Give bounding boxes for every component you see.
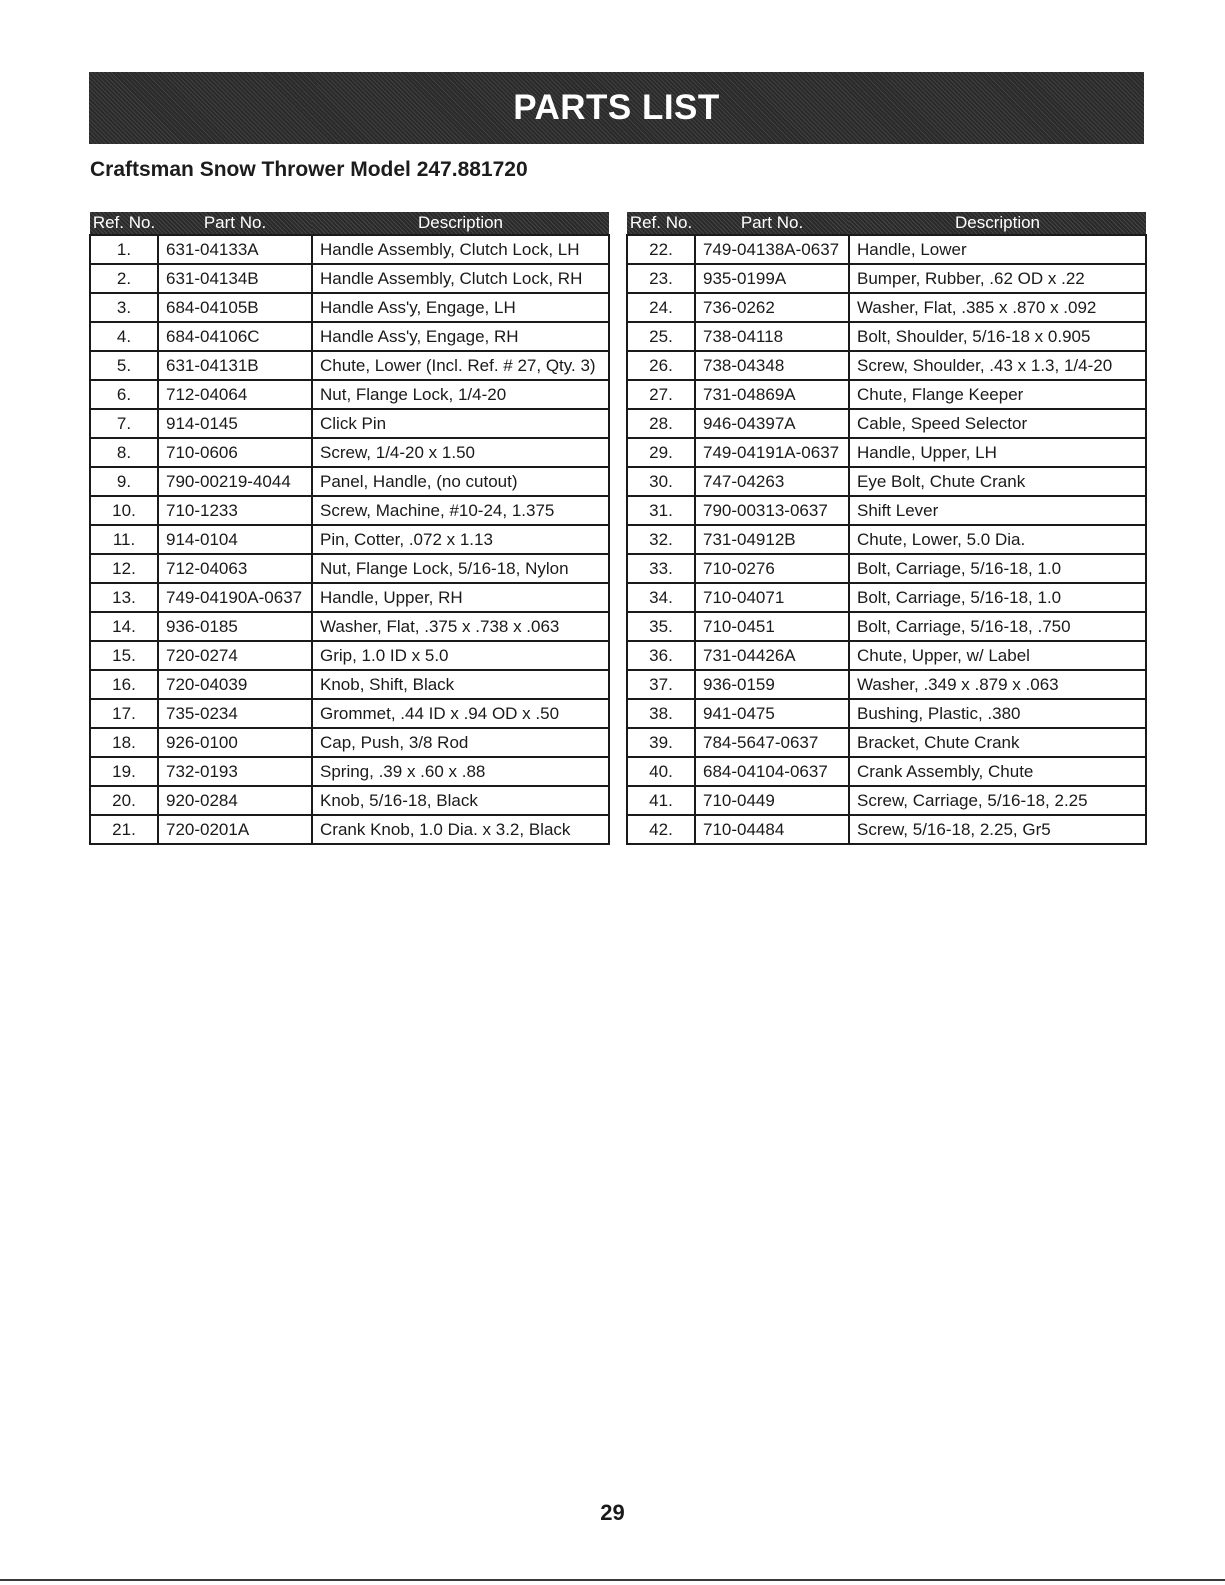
part-no-cell: 631-04134B xyxy=(158,264,312,293)
ref-no-cell: 2. xyxy=(90,264,158,293)
part-no-cell: 935-0199A xyxy=(695,264,849,293)
part-no-cell: 712-04064 xyxy=(158,380,312,409)
ref-no-cell: 23. xyxy=(627,264,695,293)
part-no-cell: 684-04104-0637 xyxy=(695,757,849,786)
part-no-cell: 710-1233 xyxy=(158,496,312,525)
title-banner xyxy=(89,72,1144,144)
part-no-cell: 731-04426A xyxy=(695,641,849,670)
part-no-cell: 736-0262 xyxy=(695,293,849,322)
description-cell: Cable, Speed Selector xyxy=(849,409,1146,438)
part-no-cell: 710-04071 xyxy=(695,583,849,612)
ref-no-cell: 22. xyxy=(627,235,695,264)
table-row xyxy=(627,496,1146,525)
table-row xyxy=(90,467,609,496)
table-row xyxy=(90,235,609,264)
description-cell: Handle, Upper, LH xyxy=(849,438,1146,467)
description-cell: Crank Assembly, Chute xyxy=(849,757,1146,786)
table-row xyxy=(90,496,609,525)
description-cell: Bolt, Carriage, 5/16-18, .750 xyxy=(849,612,1146,641)
description-cell: Crank Knob, 1.0 Dia. x 3.2, Black xyxy=(312,815,609,844)
description-cell: Screw, Machine, #10-24, 1.375 xyxy=(312,496,609,525)
ref-no-cell: 18. xyxy=(90,728,158,757)
ref-no-cell: 3. xyxy=(90,293,158,322)
table-row xyxy=(627,409,1146,438)
ref-no-cell: 33. xyxy=(627,554,695,583)
description-cell: Knob, Shift, Black xyxy=(312,670,609,699)
table-row xyxy=(90,293,609,322)
table-row xyxy=(627,699,1146,728)
table-row xyxy=(90,699,609,728)
part-no-cell: 749-04190A-0637 xyxy=(158,583,312,612)
description-cell: Nut, Flange Lock, 5/16-18, Nylon xyxy=(312,554,609,583)
ref-no-cell: 40. xyxy=(627,757,695,786)
description-cell: Bushing, Plastic, .380 xyxy=(849,699,1146,728)
page-number: 29 xyxy=(600,1500,625,1525)
table-row xyxy=(90,380,609,409)
description-cell: Cap, Push, 3/8 Rod xyxy=(312,728,609,757)
part-no-cell: 710-0451 xyxy=(695,612,849,641)
description-cell: Nut, Flange Lock, 1/4-20 xyxy=(312,380,609,409)
ref-no-cell: 13. xyxy=(90,583,158,612)
table-row xyxy=(627,583,1146,612)
ref-no-cell: 30. xyxy=(627,467,695,496)
table-row xyxy=(90,670,609,699)
description-cell: Handle, Upper, RH xyxy=(312,583,609,612)
part-no-cell: 914-0145 xyxy=(158,409,312,438)
description-cell: Handle Ass'y, Engage, LH xyxy=(312,293,609,322)
part-no-header: Part No. xyxy=(695,212,849,235)
table-row xyxy=(90,409,609,438)
part-no-cell: 684-04106C xyxy=(158,322,312,351)
ref-no-cell: 20. xyxy=(90,786,158,815)
part-no-cell: 735-0234 xyxy=(158,699,312,728)
description-cell: Chute, Upper, w/ Label xyxy=(849,641,1146,670)
ref-no-cell: 19. xyxy=(90,757,158,786)
part-no-cell: 749-04191A-0637 xyxy=(695,438,849,467)
part-no-cell: 732-0193 xyxy=(158,757,312,786)
ref-no-cell: 42. xyxy=(627,815,695,844)
page-title: PARTS LIST xyxy=(513,88,720,127)
table-row xyxy=(90,525,609,554)
description-cell: Spring, .39 x .60 x .88 xyxy=(312,757,609,786)
description-cell: Handle Assembly, Clutch Lock, LH xyxy=(312,235,609,264)
ref-no-cell: 14. xyxy=(90,612,158,641)
part-no-cell: 731-04912B xyxy=(695,525,849,554)
description-cell: Washer, Flat, .375 x .738 x .063 xyxy=(312,612,609,641)
ref-no-cell: 28. xyxy=(627,409,695,438)
table-row xyxy=(90,786,609,815)
ref-no-cell: 38. xyxy=(627,699,695,728)
description-cell: Screw, Shoulder, .43 x 1.3, 1/4-20 xyxy=(849,351,1146,380)
table-row xyxy=(627,293,1146,322)
ref-no-cell: 21. xyxy=(90,815,158,844)
part-no-cell: 712-04063 xyxy=(158,554,312,583)
part-no-cell: 790-00219-4044 xyxy=(158,467,312,496)
description-cell: Screw, Carriage, 5/16-18, 2.25 xyxy=(849,786,1146,815)
part-no-cell: 790-00313-0637 xyxy=(695,496,849,525)
ref-no-header: Ref. No. xyxy=(627,212,695,235)
table-row xyxy=(627,670,1146,699)
table-row xyxy=(627,786,1146,815)
description-cell: Panel, Handle, (no cutout) xyxy=(312,467,609,496)
description-cell: Handle Ass'y, Engage, RH xyxy=(312,322,609,351)
ref-no-cell: 6. xyxy=(90,380,158,409)
part-no-cell: 946-04397A xyxy=(695,409,849,438)
ref-no-cell: 5. xyxy=(90,351,158,380)
table-row xyxy=(627,351,1146,380)
part-no-cell: 720-0201A xyxy=(158,815,312,844)
part-no-cell: 720-04039 xyxy=(158,670,312,699)
ref-no-cell: 16. xyxy=(90,670,158,699)
description-cell: Bolt, Carriage, 5/16-18, 1.0 xyxy=(849,554,1146,583)
description-cell: Chute, Flange Keeper xyxy=(849,380,1146,409)
description-cell: Grip, 1.0 ID x 5.0 xyxy=(312,641,609,670)
parts-table-right-body xyxy=(627,235,1146,844)
ref-no-cell: 25. xyxy=(627,322,695,351)
table-row xyxy=(90,351,609,380)
table-row xyxy=(90,641,609,670)
ref-no-cell: 10. xyxy=(90,496,158,525)
ref-no-cell: 37. xyxy=(627,670,695,699)
part-no-cell: 914-0104 xyxy=(158,525,312,554)
part-no-cell: 749-04138A-0637 xyxy=(695,235,849,264)
description-cell: Handle, Lower xyxy=(849,235,1146,264)
table-row xyxy=(90,728,609,757)
ref-no-cell: 8. xyxy=(90,438,158,467)
table-row xyxy=(627,264,1146,293)
table-header-row xyxy=(90,212,609,235)
description-cell: Eye Bolt, Chute Crank xyxy=(849,467,1146,496)
part-no-cell: 731-04869A xyxy=(695,380,849,409)
description-cell: Washer, Flat, .385 x .870 x .092 xyxy=(849,293,1146,322)
description-cell: Chute, Lower (Incl. Ref. # 27, Qty. 3) xyxy=(312,351,609,380)
footer-divider xyxy=(0,1579,1225,1581)
ref-no-cell: 4. xyxy=(90,322,158,351)
table-row xyxy=(627,467,1146,496)
ref-no-cell: 29. xyxy=(627,438,695,467)
table-row xyxy=(627,525,1146,554)
ref-no-cell: 1. xyxy=(90,235,158,264)
table-row xyxy=(627,815,1146,844)
description-cell: Bumper, Rubber, .62 OD x .22 xyxy=(849,264,1146,293)
ref-no-cell: 27. xyxy=(627,380,695,409)
table-row xyxy=(627,728,1146,757)
ref-no-cell: 41. xyxy=(627,786,695,815)
description-cell: Bolt, Carriage, 5/16-18, 1.0 xyxy=(849,583,1146,612)
table-row xyxy=(90,438,609,467)
ref-no-cell: 32. xyxy=(627,525,695,554)
table-row xyxy=(627,438,1146,467)
table-row xyxy=(90,815,609,844)
table-row xyxy=(627,235,1146,264)
part-no-cell: 710-0606 xyxy=(158,438,312,467)
table-row xyxy=(90,322,609,351)
table-row xyxy=(90,757,609,786)
part-no-cell: 684-04105B xyxy=(158,293,312,322)
description-cell: Click Pin xyxy=(312,409,609,438)
ref-no-header: Ref. No. xyxy=(90,212,158,235)
table-row xyxy=(627,380,1146,409)
part-no-cell: 936-0185 xyxy=(158,612,312,641)
part-no-cell: 710-0449 xyxy=(695,786,849,815)
part-no-cell: 784-5647-0637 xyxy=(695,728,849,757)
ref-no-cell: 36. xyxy=(627,641,695,670)
ref-no-cell: 7. xyxy=(90,409,158,438)
ref-no-cell: 34. xyxy=(627,583,695,612)
part-no-cell: 738-04118 xyxy=(695,322,849,351)
table-row xyxy=(90,554,609,583)
ref-no-cell: 17. xyxy=(90,699,158,728)
ref-no-cell: 24. xyxy=(627,293,695,322)
description-header: Description xyxy=(849,212,1146,235)
model-subtitle: Craftsman Snow Thrower Model 247.881720 xyxy=(90,158,528,181)
part-no-cell: 710-04484 xyxy=(695,815,849,844)
ref-no-cell: 39. xyxy=(627,728,695,757)
part-no-cell: 710-0276 xyxy=(695,554,849,583)
part-no-cell: 720-0274 xyxy=(158,641,312,670)
table-row xyxy=(627,757,1146,786)
description-cell: Washer, .349 x .879 x .063 xyxy=(849,670,1146,699)
table-row xyxy=(90,264,609,293)
part-no-cell: 941-0475 xyxy=(695,699,849,728)
description-cell: Shift Lever xyxy=(849,496,1146,525)
ref-no-cell: 35. xyxy=(627,612,695,641)
part-no-cell: 631-04131B xyxy=(158,351,312,380)
part-no-cell: 631-04133A xyxy=(158,235,312,264)
description-cell: Bracket, Chute Crank xyxy=(849,728,1146,757)
description-cell: Pin, Cotter, .072 x 1.13 xyxy=(312,525,609,554)
description-cell: Knob, 5/16-18, Black xyxy=(312,786,609,815)
part-no-cell: 738-04348 xyxy=(695,351,849,380)
ref-no-cell: 26. xyxy=(627,351,695,380)
ref-no-cell: 31. xyxy=(627,496,695,525)
parts-table-left xyxy=(89,212,610,845)
ref-no-cell: 15. xyxy=(90,641,158,670)
description-header: Description xyxy=(312,212,609,235)
part-no-header: Part No. xyxy=(158,212,312,235)
table-row xyxy=(90,583,609,612)
description-cell: Chute, Lower, 5.0 Dia. xyxy=(849,525,1146,554)
table-header-row xyxy=(627,212,1146,235)
table-row xyxy=(90,612,609,641)
table-row xyxy=(627,554,1146,583)
table-row xyxy=(627,612,1146,641)
parts-table-left-body xyxy=(90,235,609,844)
parts-table-right xyxy=(626,212,1147,845)
ref-no-cell: 12. xyxy=(90,554,158,583)
ref-no-cell: 9. xyxy=(90,467,158,496)
table-row xyxy=(627,322,1146,351)
part-no-cell: 926-0100 xyxy=(158,728,312,757)
part-no-cell: 747-04263 xyxy=(695,467,849,496)
part-no-cell: 936-0159 xyxy=(695,670,849,699)
part-no-cell: 920-0284 xyxy=(158,786,312,815)
description-cell: Handle Assembly, Clutch Lock, RH xyxy=(312,264,609,293)
table-row xyxy=(627,641,1146,670)
description-cell: Bolt, Shoulder, 5/16-18 x 0.905 xyxy=(849,322,1146,351)
description-cell: Screw, 5/16-18, 2.25, Gr5 xyxy=(849,815,1146,844)
description-cell: Screw, 1/4-20 x 1.50 xyxy=(312,438,609,467)
description-cell: Grommet, .44 ID x .94 OD x .50 xyxy=(312,699,609,728)
ref-no-cell: 11. xyxy=(90,525,158,554)
